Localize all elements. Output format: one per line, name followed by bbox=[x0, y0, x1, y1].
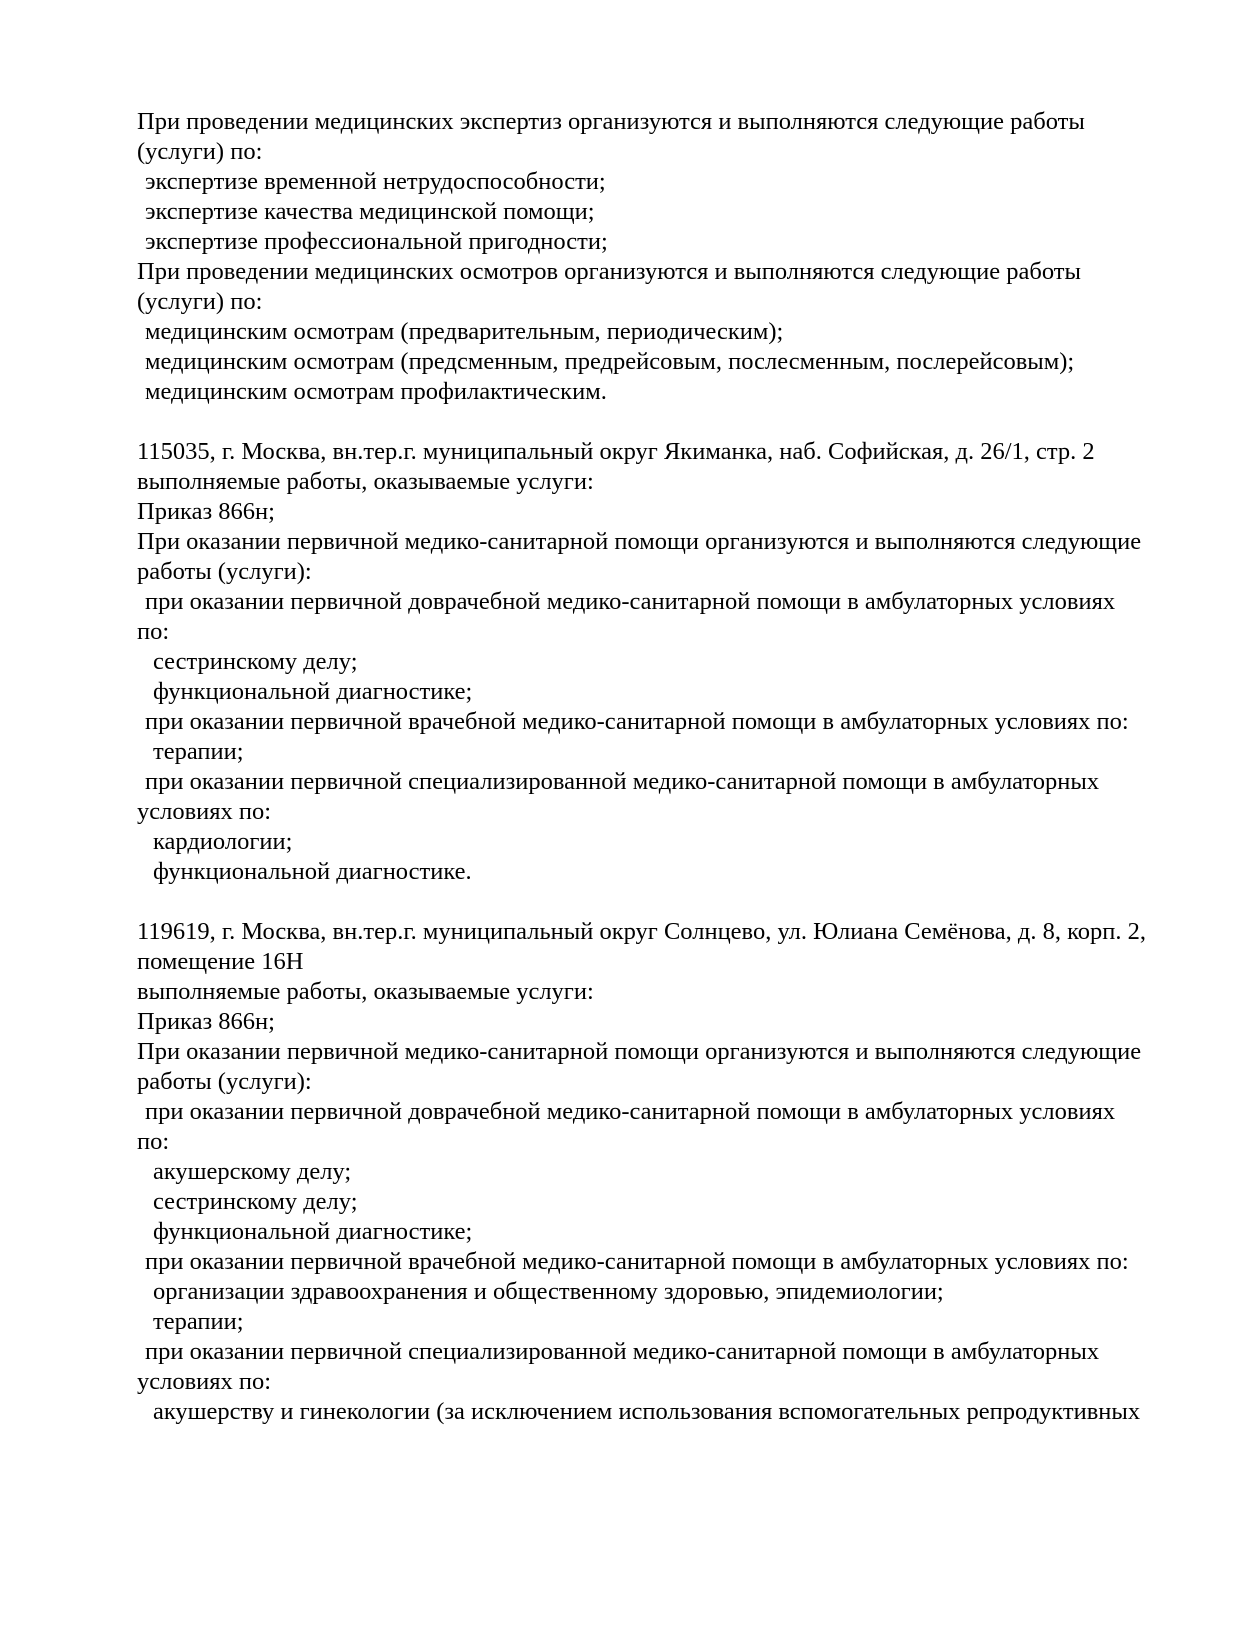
blank-line bbox=[137, 407, 1145, 437]
document-line: организации здравоохранения и общественному здоровью, эпидемиологии; bbox=[153, 1278, 944, 1305]
document-line: функциональной диагностике; bbox=[153, 678, 473, 705]
document-line: при оказании первичной врачебной медико-санитарной помощи в амбулаторных условиях по: bbox=[145, 708, 1129, 735]
document-line: медицинским осмотрам (предсменным, предрейсовым, послесменным, послерейсовым); bbox=[145, 348, 1075, 375]
document-line: функциональной диагностике. bbox=[153, 858, 472, 885]
document-line: кардиологии; bbox=[153, 828, 293, 855]
document-line: функциональной диагностике; bbox=[153, 1218, 473, 1245]
document-line: при оказании первичной специализированной медико-санитарной помощи в амбулаторных bbox=[145, 768, 1100, 795]
document-line: условиях по: bbox=[137, 798, 272, 825]
document-line: при оказании первичной специализированной медико-санитарной помощи в амбулаторных bbox=[145, 1338, 1100, 1365]
document-line: работы (услуги): bbox=[137, 1068, 312, 1095]
document-line: по: bbox=[137, 1128, 170, 1155]
document-line: условиях по: bbox=[137, 1368, 272, 1395]
document-line: экспертизе качества медицинской помощи; bbox=[145, 198, 595, 225]
document-line: терапии; bbox=[153, 1308, 244, 1335]
document-line: по: bbox=[137, 618, 170, 645]
document-line: при оказании первичной доврачебной медико-санитарной помощи в амбулаторных условиях bbox=[145, 1098, 1116, 1125]
document-line: Приказ 866н; bbox=[137, 1008, 275, 1035]
document-line: Приказ 866н; bbox=[137, 498, 275, 525]
document-line: акушерскому делу; bbox=[153, 1158, 352, 1185]
blank-line bbox=[137, 887, 1145, 917]
document-line: 119619, г. Москва, вн.тер.г. муниципальный округ Солнцево, ул. Юлиана Семёнова, д. 8, корп. 2, bbox=[137, 918, 1147, 945]
document-line: сестринскому делу; bbox=[153, 648, 358, 675]
document-line: (услуги) по: bbox=[137, 138, 263, 165]
document-line: При оказании первичной медико-санитарной помощи организуются и выполняются следующие bbox=[137, 1038, 1142, 1065]
document-line: (услуги) по: bbox=[137, 288, 263, 315]
document-line: экспертизе профессиональной пригодности; bbox=[145, 228, 608, 255]
document-line: 115035, г. Москва, вн.тер.г. муниципальный округ Якиманка, наб. Софийская, д. 26/1, стр. 2 bbox=[137, 438, 1095, 465]
document-line: сестринскому делу; bbox=[153, 1188, 358, 1215]
document-line: терапии; bbox=[153, 738, 244, 765]
document-line: экспертизе временной нетрудоспособности; bbox=[145, 168, 606, 195]
document-text-block bbox=[137, 107, 1145, 1427]
document-line: при оказании первичной доврачебной медико-санитарной помощи в амбулаторных условиях bbox=[145, 588, 1116, 615]
document-line: При оказании первичной медико-санитарной помощи организуются и выполняются следующие bbox=[137, 528, 1142, 555]
document-line: помещение 16Н bbox=[137, 948, 304, 975]
document-line: медицинским осмотрам (предварительным, периодическим); bbox=[145, 318, 784, 345]
document-line: при оказании первичной врачебной медико-санитарной помощи в амбулаторных условиях по: bbox=[145, 1248, 1129, 1275]
document-line: При проведении медицинских осмотров организуются и выполняются следующие работы bbox=[137, 258, 1081, 285]
document-line: выполняемые работы, оказываемые услуги: bbox=[137, 468, 594, 495]
document-line: работы (услуги): bbox=[137, 558, 312, 585]
document-line: медицинским осмотрам профилактическим. bbox=[145, 378, 607, 405]
document-line: При проведении медицинских экспертиз организуются и выполняются следующие работы bbox=[137, 108, 1085, 135]
document-line: выполняемые работы, оказываемые услуги: bbox=[137, 978, 594, 1005]
document-line: акушерству и гинекологии (за исключением использования вспомогательных репродуктивных bbox=[153, 1398, 1141, 1425]
